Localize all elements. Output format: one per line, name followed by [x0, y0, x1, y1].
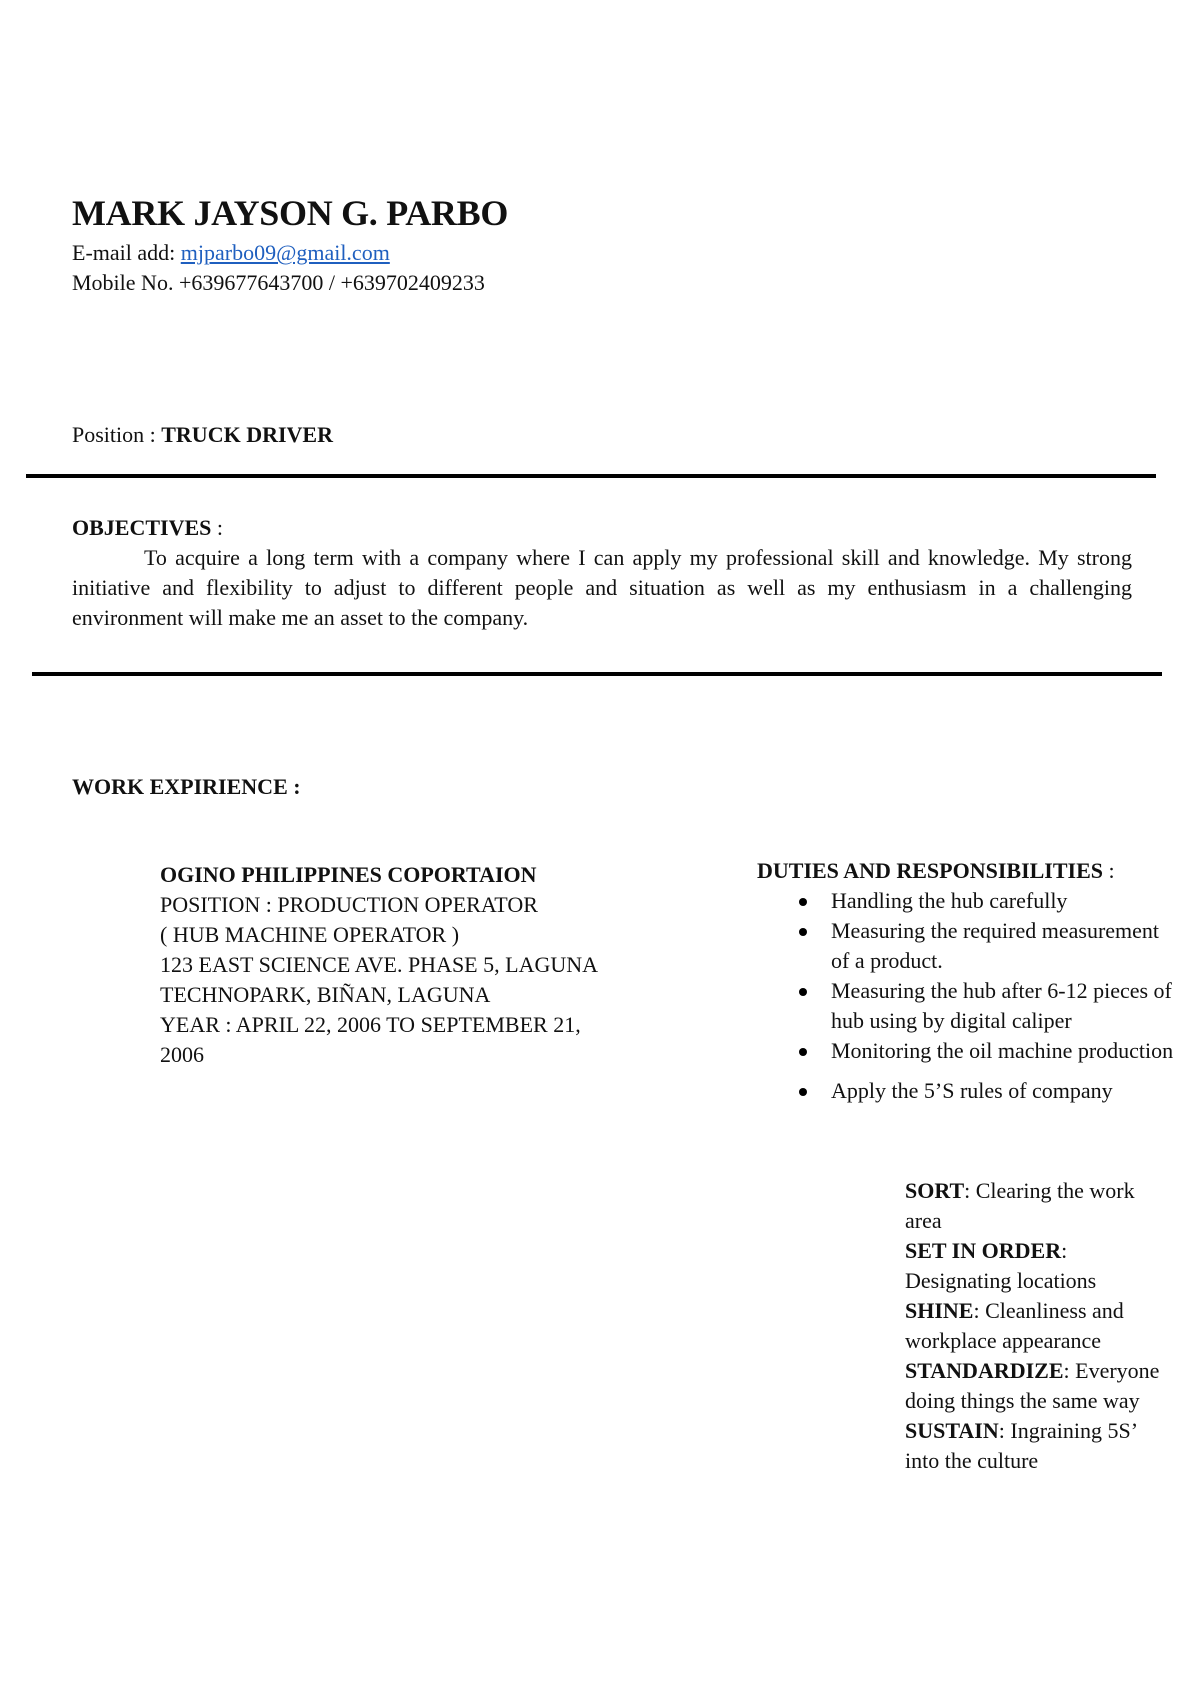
job-position: POSITION : PRODUCTION OPERATOR	[160, 892, 538, 917]
duties-heading	[757, 856, 1115, 886]
email-line	[72, 238, 390, 268]
five-s-shine: SHINE: Cleanliness and workplace appearance	[905, 1298, 1124, 1353]
five-s-rules	[905, 1176, 1175, 1476]
list-item: Handling the hub carefully	[757, 886, 1177, 916]
divider-bottom	[32, 672, 1162, 676]
list-item: Apply the 5’S rules of company	[757, 1076, 1177, 1106]
bullet-icon	[799, 1048, 807, 1056]
company-name: OGINO PHILIPPINES COPORTAION	[160, 862, 537, 887]
mobile-label: Mobile No.	[72, 270, 179, 295]
bullet-icon	[799, 988, 807, 996]
objectives-heading	[72, 513, 223, 543]
email-label: E-mail add:	[72, 240, 181, 265]
email-link[interactable]: mjparbo09@gmail.com	[180, 240, 390, 265]
five-s-sustain: SUSTAIN: Ingraining 5S’ into the culture	[905, 1418, 1137, 1473]
employment-years: YEAR : APRIL 22, 2006 TO SEPTEMBER 21, 2006	[160, 1012, 581, 1067]
bullet-icon	[799, 1088, 807, 1096]
list-item: Measuring the hub after 6-12 pieces of hub using by digital caliper	[757, 976, 1177, 1036]
five-s-sort: SORT: Clearing the work area	[905, 1178, 1135, 1233]
objectives-colon: :	[211, 515, 224, 540]
job-sub-position: ( HUB MACHINE OPERATOR )	[160, 922, 460, 947]
bullet-icon	[799, 898, 807, 906]
divider-top	[26, 474, 1156, 478]
bullet-icon	[799, 928, 807, 936]
objectives-text: To acquire a long term with a company where I can apply my professional skill and knowledge. My strong initiative and flexibility to adjust to different people and situation as well as my enthusiasm in a challenging environment will make me an asset to the company.	[72, 545, 1132, 630]
list-item: Monitoring the oil machine production	[757, 1036, 1177, 1066]
list-item: Measuring the required measurement of a product.	[757, 916, 1177, 976]
mobile-number: +639677643700 / +639702409233	[178, 270, 485, 295]
duties-colon: :	[1103, 858, 1115, 883]
objectives-title: OBJECTIVES	[72, 515, 212, 540]
company-address: 123 EAST SCIENCE AVE. PHASE 5, LAGUNA TECHNOPARK, BIÑAN, LAGUNA	[160, 952, 597, 1007]
company-block	[160, 860, 600, 1070]
duties-title: DUTIES AND RESPONSIBILITIES	[757, 858, 1104, 883]
candidate-name: MARK JAYSON G. PARBO	[72, 193, 509, 233]
position-line	[72, 420, 333, 450]
position-label: Position :	[72, 422, 162, 447]
duties-list	[757, 886, 1177, 1106]
five-s-standardize: STANDARDIZE: Everyone doing things the same way	[905, 1358, 1160, 1413]
five-s-set-in-order: SET IN ORDER: Designating locations	[905, 1238, 1097, 1293]
mobile-line	[72, 268, 485, 298]
position-value: TRUCK DRIVER	[161, 422, 333, 447]
objectives-body	[72, 543, 1132, 633]
work-experience-heading: WORK EXPIRIENCE :	[72, 774, 301, 799]
